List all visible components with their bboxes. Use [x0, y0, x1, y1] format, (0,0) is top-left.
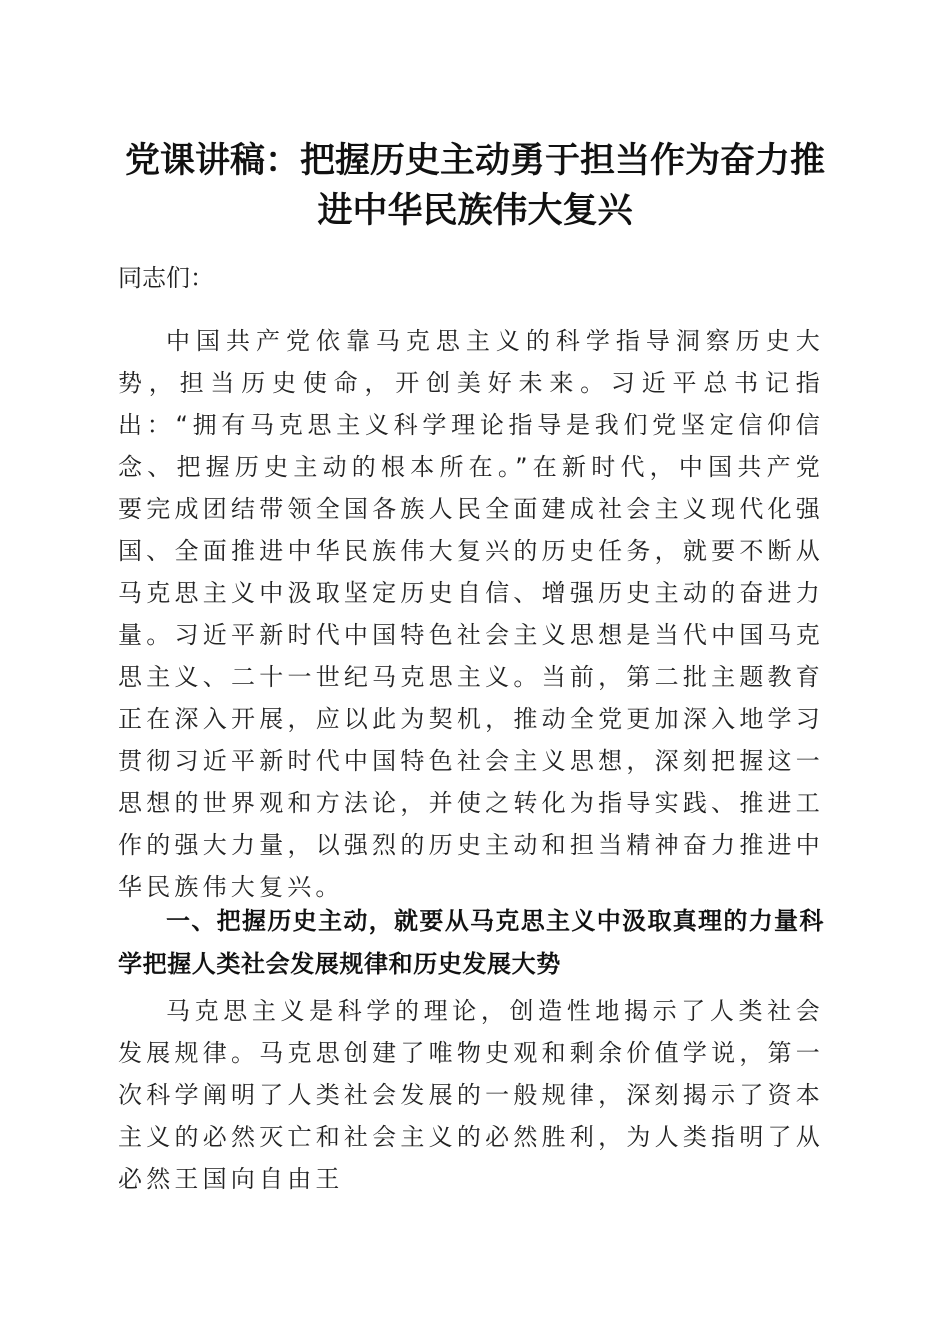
- title-line-2: 进中华民族伟大复兴: [317, 190, 633, 231]
- salutation: 同志们：: [118, 264, 214, 292]
- paragraph-intro: 中国共产党依靠马克思主义的科学指导洞察历史大势，担当历史使命，开创美好未来。习近平总书记指出：“拥有马克思主义科学理论指导是我们党坚定信仰信念、把握历史主动的根本所在。”在新时代，中国共产党要完成团结带领全国各族人民全面建成社会主义现代化强国、全面推进中华民族伟大复兴的历史任务，就要不断从马克思主义中汲取坚定历史自信、增强历史主动的奋进力量。习近平新时代中国特色社会主义思想是当代中国马克思主义、二十一世纪马克思主义。当前，第二批主题教育正在深入开展，应以此为契机，推动全党更加深入地学习贯彻习近平新时代中国特色社会主义思想，深刻把握这一思想的世界观和方法论，并使之转化为指导实践、推进工作的强大力量，以强烈的历史主动和担当精神奋力推进中华民族伟大复兴。: [118, 327, 824, 901]
- section-heading-1: 一、把握历史主动，就要从马克思主义中汲取真理的力量科学把握人类社会发展规律和历史发展大势: [118, 907, 824, 978]
- paragraph-section-1: 马克思主义是科学的理论，创造性地揭示了人类社会发展规律。马克思创建了唯物史观和剩余价值学说，第一次科学阐明了人类社会发展的一般规律，深刻揭示了资本主义的必然灭亡和社会主义的必然胜利，为人类指明了从必然王国向自由王: [118, 997, 824, 1193]
- title-line-1: 党课讲稿：把握历史主动勇于担当作为奋力推: [124, 140, 825, 181]
- document-title: [110, 136, 840, 236]
